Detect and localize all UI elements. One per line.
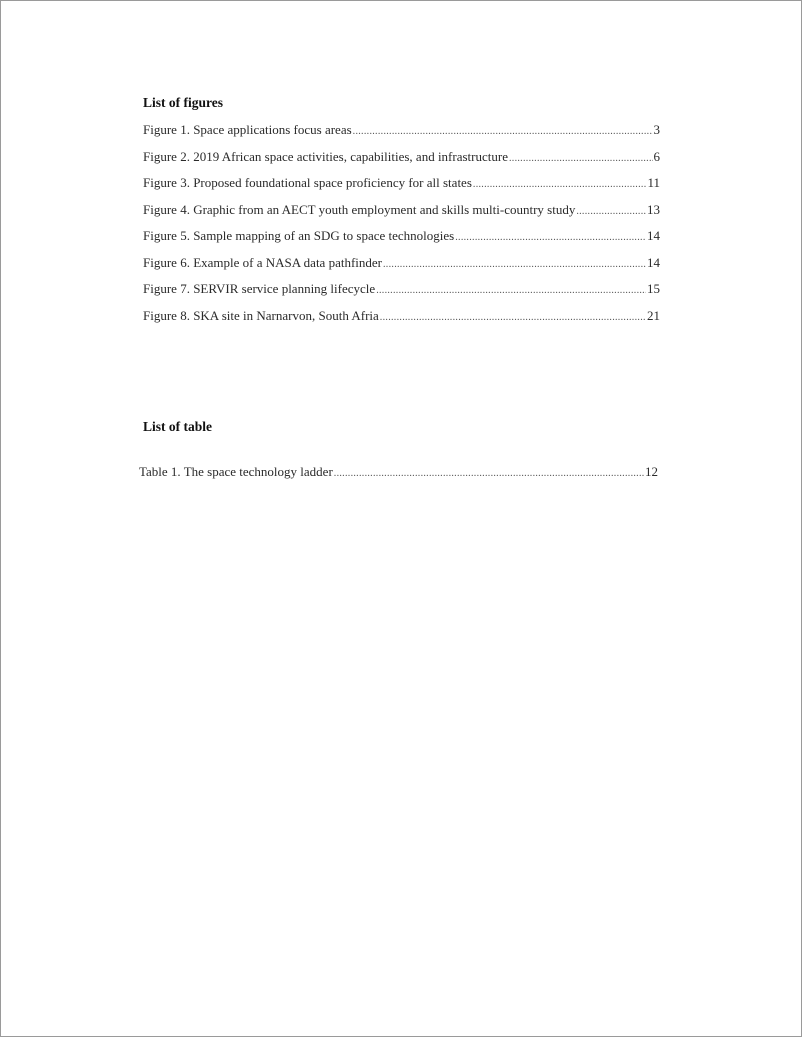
toc-entry-title: Figure 7. SERVIR service planning lifecycle	[143, 281, 376, 296]
list-of-figures-heading: List of figures	[143, 95, 223, 110]
toc-entry-title: Figure 2. 2019 African space activities, capabilities, and infrastructure	[143, 149, 508, 164]
toc-entry-title: Figure 1. Space applications focus areas	[143, 122, 352, 137]
list-of-table-heading: List of table	[143, 419, 212, 434]
toc-entry-title: Figure 6. Example of a NASA data pathfinder	[143, 255, 382, 270]
toc-entry-figure-6[interactable]	[143, 254, 660, 272]
toc-entry-figure-3[interactable]	[143, 174, 660, 192]
toc-entry-page: 21	[647, 308, 660, 323]
toc-entry-title: Figure 4. Graphic from an AECT youth employment and skills multi-country study	[143, 202, 576, 217]
toc-entry-title: Table 1. The space technology ladder	[139, 464, 333, 479]
toc-entry-page: 12	[645, 464, 658, 479]
dot-leader	[455, 229, 646, 247]
dot-leader	[380, 309, 646, 327]
toc-entry-page: 3	[653, 122, 660, 137]
toc-entry-page: 13	[647, 202, 660, 217]
dot-leader	[376, 282, 646, 300]
dot-leader	[576, 203, 646, 221]
toc-entry-page: 11	[647, 175, 660, 190]
toc-entry-page: 14	[647, 255, 660, 270]
toc-entry-page: 15	[647, 281, 660, 296]
dot-leader	[334, 465, 644, 483]
dot-leader	[353, 123, 653, 141]
toc-entry-title: Figure 3. Proposed foundational space proficiency for all states	[143, 175, 472, 190]
dot-leader	[509, 150, 653, 168]
dot-leader	[383, 256, 646, 274]
toc-entry-figure-2[interactable]	[143, 148, 660, 166]
toc-entry-figure-8[interactable]	[143, 307, 660, 325]
toc-entry-table-1[interactable]	[139, 463, 658, 481]
toc-entry-figure-1[interactable]	[143, 121, 660, 139]
toc-entry-title: Figure 5. Sample mapping of an SDG to space technologies	[143, 228, 455, 243]
toc-entry-page: 14	[647, 228, 660, 243]
dot-leader	[473, 176, 647, 194]
toc-entry-figure-4[interactable]	[143, 201, 660, 219]
toc-entry-figure-7[interactable]	[143, 280, 660, 298]
toc-entry-page: 6	[653, 149, 660, 164]
toc-entry-title: Figure 8. SKA site in Narnarvon, South Afria	[143, 308, 379, 323]
toc-entry-figure-5[interactable]	[143, 227, 660, 245]
